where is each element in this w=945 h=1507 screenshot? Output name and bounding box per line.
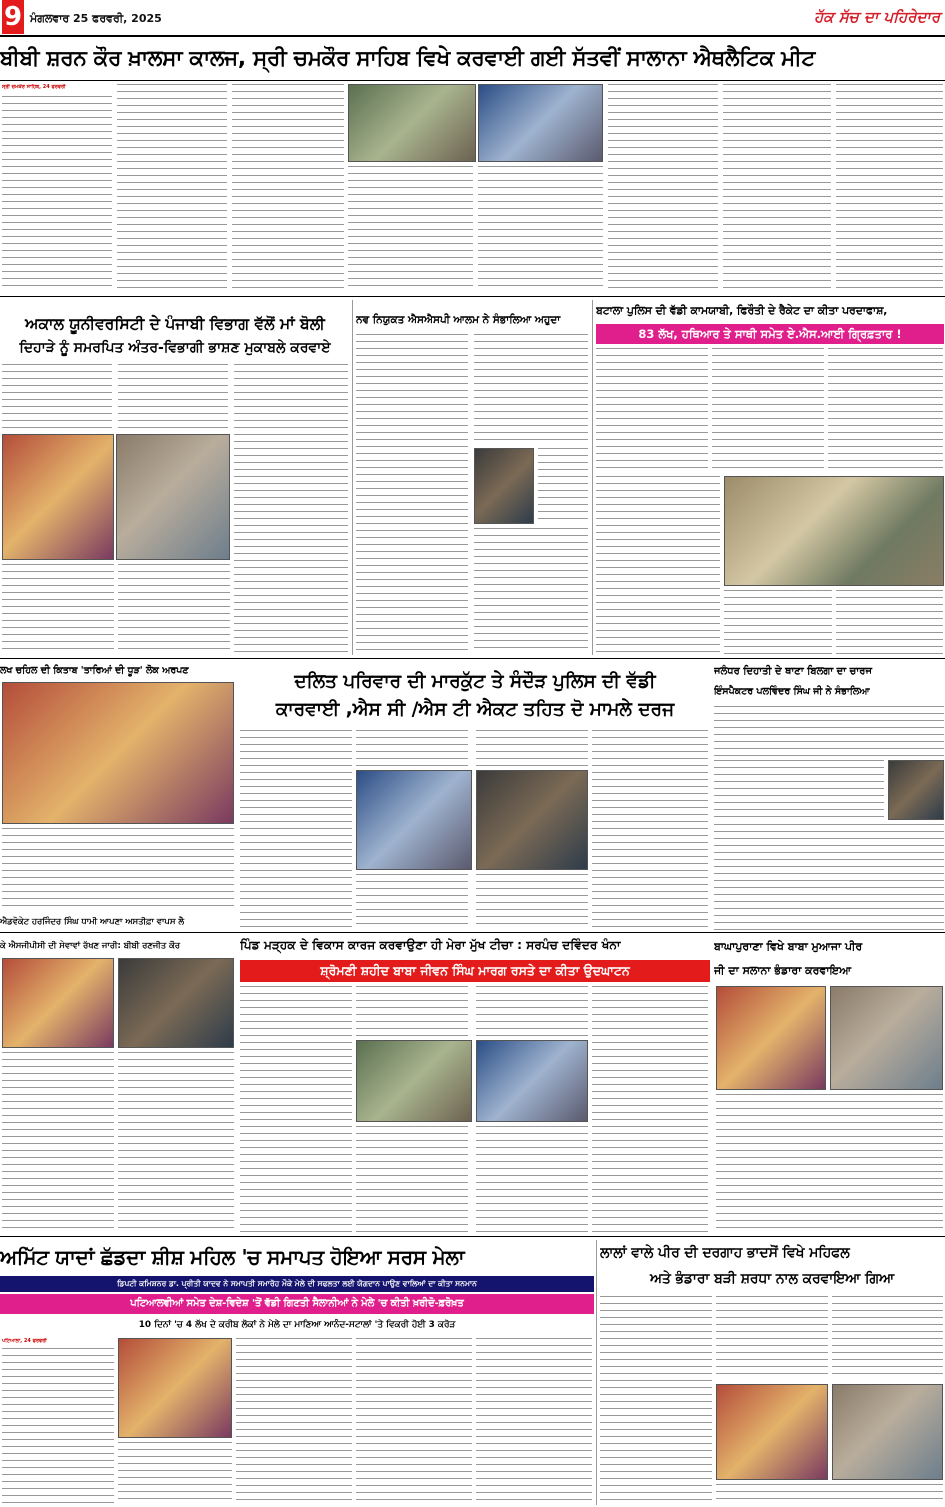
issue-date: ਮੰਗਲਵਾਰ 25 ਫਰਵਰੀ, 2025: [30, 12, 162, 25]
batala-text-col-4: [596, 476, 720, 654]
athletic-text-col-1: [2, 96, 112, 292]
jeevan-text-col-2: [356, 986, 468, 1038]
akal-headline-1: ਅਕਾਲ ਯੂਨੀਵਰਸਿਟੀ ਦੇ ਪੰਜਾਬੀ ਵਿਭਾਗ ਵੱਲੋਂ ਮਾਂ ਬੋਲੀ: [25, 315, 325, 333]
headline-underline: [0, 80, 945, 81]
saras-navy-banner: ਡਿਪਟੀ ਕਮਿਸ਼ਨਰ ਡਾ. ਪ੍ਰੀਤੀ ਯਾਦਵ ਨੇ ਸਮਾਪਤੀ ਸਮਾਰੋਹ ਮੌਕੇ ਮੇਲੇ ਦੀ ਸਫਲਤਾ ਲਈ ਯੋਗਦਾਨ ਪਾਉਣ ਵਾਲਿਆਂ ਦਾ ਕੀਤਾ ਸਨਮਾਨ: [0, 1276, 594, 1292]
ssp-photo: [474, 448, 534, 524]
divider-v2: [592, 300, 593, 655]
athletic-photo-1: [348, 84, 476, 162]
batala-text-col-6: [836, 590, 943, 654]
jalandhar-photo: [888, 760, 944, 820]
section-rule-2: [0, 658, 945, 659]
batala-text-col-2: [712, 348, 824, 472]
ssp-headline: ਨਵ ਨਿਯੁਕਤ ਐਸਐਸਪੀ ਆਲਮ ਨੇ ਸੰਭਾਲਿਆ ਅਹੁਦਾ: [356, 314, 561, 326]
batala-text-col-5: [724, 590, 832, 654]
akal-text-col-4: [2, 564, 114, 654]
page-number: 9: [3, 2, 23, 32]
athletic-headline: ਬੀਬੀ ਸ਼ਰਨ ਕੌਰ ਖ਼ਾਲਸਾ ਕਾਲਜ, ਸ੍ਰੀ ਚਮਕੌਰ ਸਾਹਿਬ ਵਿਖੇ ਕਰਵਾਈ ਗਈ ਸੱਤਵੀਂ ਸਾਲਾਨਾ ਐਥਲੈਟਿਕ ਮੀਟ: [0, 46, 815, 71]
athletic-text-col-6: [608, 84, 718, 292]
athletic-text-col-3: [232, 84, 344, 292]
jeevan-text-col-5: [356, 1126, 468, 1232]
saras-text-col-5: [476, 1338, 592, 1504]
divider-v3: [596, 1240, 597, 1505]
jeevan-photo-1: [356, 1040, 472, 1122]
ssp-text-col-1: [356, 334, 468, 654]
akal-text-col-1: [2, 364, 112, 432]
saras-pink-banner: ਪਟਿਆਲਵੀਆਂ ਸਮੇਤ ਦੇਸ਼-ਵਿਦੇਸ਼ 'ਤੋਂ ਵੱਡੀ ਗਿਣਤੀ ਸੈਲਾਨੀਆਂ ਨੇ ਮੇਲੇ 'ਚ ਕੀਤੀ ਖ਼ਰੀਦੋ-ਫ਼ਰੋਖ਼ਤ: [0, 1294, 594, 1314]
advocate-text-col-2: [118, 1052, 234, 1232]
book-headline: ਲਖ ਚਹਿਲ ਦੀ ਕਿਤਾਬ 'ਤਾਰਿਆਂ ਦੀ ਧੂੜ' ਲੋਕ ਅਰਪਣ: [0, 665, 189, 676]
book-text: [2, 828, 234, 908]
baghapurana-text: [716, 1094, 943, 1232]
ssp-text-col-3: [538, 448, 588, 524]
dalit-text-col-4: [592, 730, 708, 930]
advocate-text-col-1: [2, 1052, 114, 1232]
dalit-text-col-3: [476, 730, 588, 768]
dalit-headline-2: ਕਾਰਵਾਈ ,ਐਸ ਸੀ /ਐਸ ਟੀ ਐਕਟ ਤਹਿਤ ਦੋ ਮਾਮਲੇ ਦਰਜ: [275, 699, 675, 720]
jeevan-text-col-3: [476, 986, 588, 1038]
jeevan-text-col-1: [240, 986, 352, 1232]
saras-sub-banner: 10 ਦਿਨਾਂ 'ਚ 4 ਲੱਖ ਦੇ ਕਰੀਬ ਲੋਕਾਂ ਨੇ ਮੇਲੇ ਦਾ ਮਾਣਿਆ ਆਨੰਦ-ਸਟਾਲਾਂ 'ਤੇ ਵਿਕਰੀ ਹੋਈ 3 ਕਰੋੜ: [138, 1320, 456, 1330]
akal-text-col-2: [118, 364, 228, 432]
saras-photo-1: [118, 1338, 232, 1438]
athletic-text-col-8: [836, 84, 943, 292]
athletic-dateline: ਸ੍ਰੀ ਚਮਕੌਰ ਸਾਹਿਬ, 24 ਫਰਵਰੀ: [2, 84, 66, 90]
section-rule-3: [0, 932, 945, 933]
masthead: ਹੱਕ ਸੱਚ ਦਾ ਪਹਿਰੇਦਾਰ: [814, 8, 940, 26]
jeevan-text-col-6: [476, 1126, 588, 1232]
athletic-text-col-2: [117, 84, 227, 292]
section-rule-4: [0, 1236, 945, 1237]
book-photo: [2, 682, 234, 824]
batala-photo-cash: [724, 476, 944, 586]
batala-subhead: 83 ਲੱਖ, ਹਥਿਆਰ ਤੇ ਸਾਥੀ ਸਮੇਤ ਏ.ਐਸ.ਆਈ ਗ੍ਰਿਫ਼ਤਾਰ !: [596, 324, 944, 344]
dargah-text-col-2: [716, 1296, 828, 1380]
ssp-text-col-4: [474, 528, 588, 654]
dalit-text-col-2: [356, 730, 468, 768]
saras-dateline: ਪਟਿਆਲਾ, 24 ਫਰਵਰੀ: [2, 1338, 47, 1344]
dalit-text-col-5: [356, 874, 468, 930]
dargah-text-col-3: [832, 1296, 943, 1380]
dargah-headline-2: ਅਤੇ ਭੰਡਾਰਾ ਬੜੀ ਸ਼ਰਧਾ ਨਾਲ ਕਰਵਾਇਆ ਗਿਆ: [649, 1271, 895, 1287]
batala-headline: ਬਟਾਲਾ ਪੁਲਿਸ ਦੀ ਵੱਡੀ ਕਾਮਯਾਬੀ, ਫਿਰੌਤੀ ਦੇ ਰੈਕੇਟ ਦਾ ਕੀਤਾ ਪਰਦਾਫਾਸ਼,: [596, 304, 888, 317]
dargah-headline-1: ਲਾਲਾਂ ਵਾਲੇ ਪੀਰ ਦੀ ਦਰਗਾਹ ਭਾਦਸੋਂ ਵਿਖੇ ਮਹਿਫਲ: [600, 1245, 850, 1261]
athletic-text-col-7: [723, 84, 831, 292]
saras-mela-headline: ਅਮਿੱਟ ਯਾਦਾਂ ਛੱਡਦਾ ਸ਼ੀਸ਼ ਮਹਿਲ 'ਚ ਸਮਾਪਤ ਹੋਇਆ ਸਰਸ ਮੇਲਾ: [0, 1245, 465, 1269]
akal-headline-2: ਦਿਹਾੜੇ ਨੂੰ ਸਮਰਪਿਤ ਅੰਤਰ-ਵਿਭਾਗੀ ਭਾਸ਼ਣ ਮੁਕਾਬਲੇ ਕਰਵਾਏ: [19, 340, 331, 356]
saras-text-col-2: [118, 1442, 232, 1504]
baghapurana-headline-2: ਜੀ ਦਾ ਸਲਾਨਾ ਭੰਡਾਰਾ ਕਰਵਾਇਆ: [714, 964, 852, 977]
athletic-text-col-4: [348, 166, 473, 292]
baghapurana-headline-1: ਬਾਘਾਪੁਰਾਣਾ ਵਿਖੇ ਬਾਬਾ ਮੁਆਜਾ ਪੀਰ: [714, 940, 863, 953]
akal-text-col-3: [234, 364, 348, 654]
section-rule-1: [0, 296, 945, 297]
jalandhar-text-col-1: [714, 706, 944, 756]
baghapurana-photo-2: [830, 986, 943, 1090]
advocate-headline-2: ਕੇ ਐਸਜੀਪੀਸੀ ਦੀ ਸੇਵਾਵਾਂ ਰੱਖਣ ਜਾਰੀ: ਬੀਬੀ ਰਣਜੀਤ ਕੌਰ: [0, 940, 180, 950]
jalandhar-headline-1: ਜਲੰਧਰ ਦਿਹਾਤੀ ਦੇ ਥਾਣਾ ਬਿਲਗਾ ਦਾ ਚਾਰਜ: [714, 666, 872, 677]
advocate-headline-1: ਐਡਵੋਕੇਟ ਹਰਜਿੰਦਰ ਸਿੰਘ ਧਾਮੀ ਆਪਣਾ ਅਸਤੀਫ਼ਾ ਵਾਪਸ ਲੈ: [0, 916, 184, 926]
jalandhar-text-col-3: [714, 824, 944, 930]
dargah-text-col-1: [600, 1296, 712, 1504]
dargah-photo-1: [716, 1384, 828, 1480]
batala-text-col-3: [828, 348, 943, 472]
advocate-photo-1: [2, 958, 114, 1048]
akal-photo: [2, 434, 114, 560]
jalandhar-text-col-2: [714, 760, 884, 820]
akal-photo-2: [116, 434, 230, 560]
akal-text-col-5: [118, 564, 230, 654]
jeevan-photo-2: [476, 1040, 588, 1122]
athletic-text-col-5: [478, 166, 603, 292]
header-rule: [0, 35, 945, 37]
jeevan-singh-headline: ਸ਼੍ਰੋਮਣੀ ਸ਼ਹੀਦ ਬਾਬਾ ਜੀਵਨ ਸਿੰਘ ਮਾਰਗ ਰਸਤੇ ਦਾ ਕੀਤਾ ਉਦਘਾਟਨ: [240, 960, 710, 982]
batala-text-col-1: [596, 348, 708, 472]
dargah-caption: [716, 1484, 943, 1504]
sarpanch-headline: ਪਿੰਡ ਮੜ੍ਹਕ ਦੇ ਵਿਕਾਸ ਕਾਰਜ ਕਰਵਾਉਣਾ ਹੀ ਮੇਰਾ ਮੁੱਖ ਟੀਚਾ : ਸਰਪੰਚ ਦਵਿੰਦਰ ਖੰਨਾ: [240, 938, 621, 952]
saras-text-col-3: [236, 1338, 352, 1504]
dalit-text-col-6: [476, 874, 588, 930]
dalit-headline-1: ਦਲਿਤ ਪਰਿਵਾਰ ਦੀ ਮਾਰਕੁੱਟ ਤੇ ਸੰਦੌੜ ਪੁਲਿਸ ਦੀ ਵੱਡੀ: [294, 671, 656, 692]
saras-text-col-1: [2, 1348, 114, 1504]
ssp-text-col-2: [474, 334, 588, 444]
athletic-photo-2: [478, 84, 603, 162]
page-header: [0, 0, 945, 36]
jalandhar-headline-2: ਇੰਸਪੈਕਟਰ ਪਲਵਿੰਦਰ ਸਿੰਘ ਜੀ ਨੇ ਸੰਭਾਲਿਆ: [714, 686, 870, 697]
advocate-photo-2: [118, 958, 234, 1048]
baghapurana-photo-1: [716, 986, 826, 1090]
divider-v1: [352, 300, 353, 655]
dalit-photo-2: [476, 770, 588, 870]
dargah-photo-2: [832, 1384, 943, 1480]
jeevan-text-col-4: [592, 986, 708, 1232]
dalit-text-col-1: [240, 730, 352, 930]
saras-text-col-4: [356, 1338, 472, 1504]
dalit-photo-1: [356, 770, 472, 870]
